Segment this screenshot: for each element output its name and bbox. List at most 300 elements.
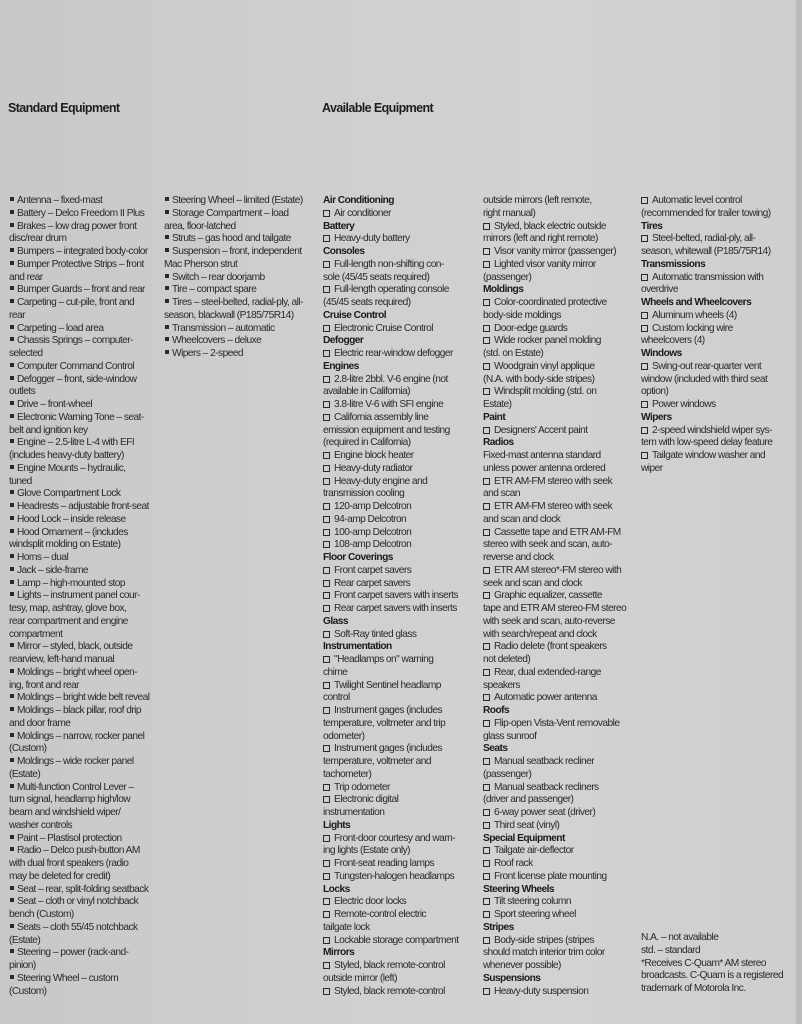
- checkbox-icon: [641, 427, 648, 434]
- bullet-icon: [10, 401, 14, 405]
- category-heading: [641, 221, 797, 234]
- category-heading: [323, 221, 480, 234]
- checkbox-icon: [323, 261, 330, 268]
- item-continuation: [9, 986, 161, 999]
- item-text: Seats: [483, 743, 508, 755]
- item-text: Seat – rear, split-folding seatback: [17, 883, 149, 895]
- item-text: Front-seat reading lamps: [334, 858, 435, 869]
- item-text: wiper: [641, 462, 663, 474]
- option-item: [483, 361, 639, 374]
- item-continuation: [483, 960, 639, 973]
- item-text: pinion): [9, 960, 36, 971]
- item-continuation: [323, 692, 480, 705]
- bullet-icon: [10, 363, 14, 367]
- item-text: season, whitewall (P185/75R14): [641, 246, 771, 257]
- item-text: tem with low-speed delay feature: [641, 437, 773, 449]
- item-text: Multi-function Control Lever –: [17, 781, 134, 793]
- checkbox-icon: [483, 427, 490, 434]
- checkbox-icon: [323, 911, 330, 918]
- option-item: [483, 986, 639, 999]
- checkbox-icon: [641, 325, 648, 332]
- item-text: instrumentation: [323, 807, 385, 818]
- bullet-icon: [10, 376, 14, 380]
- checkbox-icon: [641, 235, 648, 242]
- category-heading: [323, 335, 480, 348]
- equipment-item: [9, 756, 161, 769]
- item-continuation: [9, 272, 161, 285]
- checkbox-icon: [641, 197, 648, 204]
- category-heading: [483, 884, 639, 897]
- item-text: Stripes: [483, 921, 514, 933]
- item-text: Mirror – styled, black, outside: [17, 641, 133, 653]
- option-item: [483, 845, 639, 858]
- option-item: [323, 654, 480, 667]
- item-text: 6-way power seat (driver): [494, 807, 596, 818]
- equipment-item: [164, 272, 320, 285]
- item-continuation: [323, 297, 480, 310]
- item-text: disc/rear drum: [9, 233, 67, 245]
- item-continuation: [483, 654, 639, 667]
- equipment-item: [9, 552, 161, 565]
- bullet-icon: [165, 286, 169, 290]
- item-text: Paint – Plastisol protection: [17, 832, 122, 844]
- item-text: Moldings – bright wide belt reveal: [17, 692, 150, 704]
- item-text: Sport steering wheel: [494, 909, 576, 920]
- item-text: ing, front and rear: [9, 679, 79, 691]
- bullet-icon: [10, 325, 14, 329]
- option-item: [323, 590, 480, 603]
- item-text: Manual seatback recliners: [494, 781, 599, 793]
- equipment-item: [9, 259, 161, 272]
- item-text: Mirrors: [323, 947, 355, 959]
- item-continuation: [323, 769, 480, 782]
- option-item: [641, 233, 797, 246]
- item-text: Floor Coverings: [323, 552, 393, 563]
- equipment-item: [9, 361, 161, 374]
- bullet-icon: [165, 299, 169, 303]
- item-text: Seat – cloth or vinyl notchback: [17, 896, 139, 908]
- item-text: Bumpers – integrated body-color: [17, 246, 148, 257]
- category-heading: [323, 246, 480, 259]
- item-text: glass sunroof: [483, 730, 537, 742]
- item-text: and rear: [9, 271, 43, 283]
- item-continuation: [9, 858, 161, 871]
- bullet-icon: [10, 567, 14, 571]
- checkbox-icon: [483, 325, 490, 332]
- category-heading: [323, 552, 480, 565]
- item-text: temperature, voltmeter and: [323, 756, 432, 767]
- item-text: sole (45/45 seats required): [323, 271, 430, 283]
- option-item: [323, 208, 480, 221]
- category-heading: [323, 361, 480, 374]
- item-text: Tungsten-halogen headlamps: [334, 870, 455, 882]
- checkbox-icon: [641, 312, 648, 319]
- item-text: temperature, voltmeter and trip: [323, 717, 446, 729]
- checkbox-icon: [483, 363, 490, 370]
- item-text: Steering Wheel – limited (Estate): [172, 195, 303, 206]
- bullet-icon: [10, 516, 14, 520]
- equipment-item: [164, 323, 320, 336]
- item-continuation: [9, 310, 161, 323]
- checkbox-icon: [483, 809, 490, 816]
- option-item: [323, 284, 480, 297]
- category-heading: [483, 973, 639, 986]
- item-text: Wide rocker panel molding: [494, 335, 601, 347]
- item-text: Consoles: [323, 246, 365, 257]
- item-text: Engines: [323, 360, 359, 372]
- item-text: and scan and clock: [483, 513, 561, 525]
- bullet-icon: [10, 886, 14, 890]
- item-text: Body-side stripes (stripes: [494, 934, 595, 946]
- item-text: 108-amp Delcotron: [334, 539, 412, 551]
- item-text: Brakes – low drag power front: [17, 220, 137, 232]
- item-text: tailgate lock: [323, 921, 370, 933]
- checkbox-icon: [323, 745, 330, 752]
- option-item: [323, 960, 480, 973]
- item-text: seek and scan and clock: [483, 577, 582, 589]
- item-continuation: [9, 425, 161, 438]
- category-heading: [483, 705, 639, 718]
- checkbox-icon: [483, 720, 490, 727]
- checkbox-icon: [483, 784, 490, 791]
- item-text: outside mirrors (left remote,: [483, 195, 592, 206]
- item-continuation: [483, 374, 639, 387]
- item-text: Locks: [323, 883, 350, 895]
- item-text: Heavy-duty battery: [334, 233, 410, 245]
- item-text: 120-amp Delcotron: [334, 501, 412, 512]
- item-text: Wipers – 2-speed: [172, 348, 244, 359]
- item-continuation: [483, 552, 639, 565]
- bullet-icon: [165, 210, 169, 214]
- item-text: Horns – dual: [17, 552, 69, 563]
- item-text: unless power antenna ordered: [483, 462, 606, 474]
- option-item: [323, 705, 480, 718]
- checkbox-icon: [323, 529, 330, 536]
- checkbox-icon: [483, 503, 490, 510]
- equipment-item: [9, 488, 161, 501]
- item-continuation: [483, 233, 639, 246]
- item-continuation: [483, 208, 639, 221]
- standard-equipment-heading: Standard Equipment: [8, 101, 120, 115]
- item-text: Front carpet savers: [334, 564, 412, 576]
- option-item: [483, 641, 639, 654]
- item-continuation: [9, 233, 161, 246]
- checkbox-icon: [483, 911, 490, 918]
- item-continuation: [164, 310, 320, 323]
- item-text: Transmissions: [641, 258, 706, 270]
- item-text: Swing-out rear-quarter vent: [652, 360, 762, 372]
- item-text: Custom locking wire: [652, 322, 733, 334]
- checkbox-icon: [323, 631, 330, 638]
- equipment-item: [9, 692, 161, 705]
- item-text: rear compartment and engine: [9, 615, 128, 627]
- bullet-icon: [10, 847, 14, 851]
- page-edge: [796, 0, 802, 1024]
- item-continuation: [483, 731, 639, 744]
- category-heading: [323, 947, 480, 960]
- item-continuation: [483, 272, 639, 285]
- category-heading: [323, 195, 480, 208]
- item-text: Styled, black remote-control: [334, 960, 445, 971]
- option-item: [483, 425, 639, 438]
- checkbox-icon: [641, 274, 648, 281]
- item-text: Wheels and Wheelcovers: [641, 297, 752, 308]
- checkbox-icon: [483, 758, 490, 765]
- option-item: [323, 629, 480, 642]
- item-text: Seats – cloth 55/45 notchback: [17, 921, 138, 933]
- checkbox-icon: [323, 567, 330, 574]
- item-text: Jack – side-frame: [17, 564, 89, 576]
- bullet-icon: [10, 248, 14, 252]
- bullet-icon: [10, 949, 14, 953]
- item-text: "Headlamps on" warning: [334, 654, 434, 665]
- equipment-item: [9, 845, 161, 858]
- item-text: should match interior trim color: [483, 947, 605, 959]
- checkbox-icon: [483, 567, 490, 574]
- item-continuation: [9, 909, 161, 922]
- equipment-item: [9, 284, 161, 297]
- available-column-2: [483, 195, 639, 998]
- item-text: Electronic Cruise Control: [334, 322, 433, 334]
- item-text: Soft-Ray tinted glass: [334, 628, 417, 640]
- option-item: [641, 323, 797, 336]
- item-text: chime: [323, 666, 348, 678]
- equipment-item: [9, 437, 161, 450]
- item-text: right manual): [483, 207, 536, 219]
- item-text: Steering Wheels: [483, 883, 555, 895]
- item-text: Steel-belted, radial-ply, all-: [652, 233, 756, 245]
- item-text: available in California): [323, 386, 411, 398]
- checkbox-icon: [483, 898, 490, 905]
- item-continuation: [323, 922, 480, 935]
- checkbox-icon: [483, 847, 490, 854]
- item-text: Storage Compartment – load: [172, 207, 289, 219]
- item-text: speakers: [483, 679, 520, 691]
- equipment-item: [9, 973, 161, 986]
- item-continuation: [641, 208, 797, 221]
- item-continuation: [483, 947, 639, 960]
- item-continuation: [483, 195, 639, 208]
- equipment-item: [164, 208, 320, 221]
- item-text: transmission cooling: [323, 488, 405, 500]
- option-item: [483, 590, 639, 603]
- option-item: [641, 425, 797, 438]
- option-item: [323, 680, 480, 693]
- item-continuation: [483, 488, 639, 501]
- item-continuation: [9, 476, 161, 489]
- item-text: (std. on Estate): [483, 348, 544, 359]
- checkbox-icon: [323, 835, 330, 842]
- item-text: Full-length operating console: [334, 284, 449, 296]
- item-text: Glass: [323, 615, 349, 627]
- item-text: Engine – 2.5-litre L-4 with EFI: [17, 437, 135, 449]
- item-text: Lockable storage compartment: [334, 934, 459, 946]
- option-item: [483, 820, 639, 833]
- item-text: Air conditioner: [334, 207, 391, 219]
- item-text: odometer): [323, 730, 365, 742]
- bullet-icon: [10, 210, 14, 214]
- checkbox-icon: [483, 860, 490, 867]
- option-item: [483, 935, 639, 948]
- item-text: Styled, black electric outside: [494, 220, 607, 232]
- item-text: Carpeting – cut-pile, front and: [17, 297, 135, 308]
- checkbox-icon: [323, 707, 330, 714]
- equipment-item: [164, 335, 320, 348]
- item-text: ETR AM stereo*-FM stereo with: [494, 564, 622, 576]
- item-text: ing lights (Estate only): [323, 845, 411, 857]
- standard-column-1: [9, 195, 161, 998]
- equipment-item: [9, 884, 161, 897]
- equipment-item: [9, 221, 161, 234]
- option-item: [483, 565, 639, 578]
- item-continuation: [323, 488, 480, 501]
- checkbox-icon: [483, 388, 490, 395]
- item-continuation: [9, 603, 161, 616]
- item-text: reverse and clock: [483, 552, 554, 563]
- option-item: [483, 476, 639, 489]
- option-item: [323, 348, 480, 361]
- option-item: [323, 935, 480, 948]
- equipment-item: [9, 527, 161, 540]
- item-text: 2-speed windshield wiper sys-: [652, 424, 772, 436]
- option-item: [483, 782, 639, 795]
- item-text: and scan: [483, 488, 520, 500]
- item-continuation: [641, 284, 797, 297]
- equipment-item: [9, 374, 161, 387]
- item-text: emission equipment and testing: [323, 424, 450, 436]
- item-text: Engine Mounts – hydraulic,: [17, 462, 126, 474]
- item-continuation: [483, 578, 639, 591]
- checkbox-icon: [323, 235, 330, 242]
- item-text: Radios: [483, 437, 514, 449]
- item-continuation: [9, 960, 161, 973]
- option-item: [323, 323, 480, 336]
- equipment-item: [9, 782, 161, 795]
- item-text: Instrument gages (includes: [334, 705, 443, 716]
- item-text: Moldings – black pillar, roof drip: [17, 705, 141, 716]
- option-item: [483, 246, 639, 259]
- option-item: [641, 310, 797, 323]
- footnote-line: trademark of Motorola Inc.: [641, 983, 746, 994]
- option-item: [323, 412, 480, 425]
- item-continuation: [641, 374, 797, 387]
- bullet-icon: [165, 248, 169, 252]
- item-text: stereo with seek and scan, auto-: [483, 539, 613, 551]
- item-text: Flip-open Vista-Vent removable: [494, 717, 620, 729]
- equipment-item: [9, 922, 161, 935]
- item-continuation: [9, 718, 161, 731]
- item-continuation: [483, 450, 639, 463]
- bullet-icon: [10, 299, 14, 303]
- footnotes: [641, 932, 796, 996]
- checkbox-icon: [483, 669, 490, 676]
- option-item: [483, 807, 639, 820]
- checkbox-icon: [323, 592, 330, 599]
- item-text: Automatic transmission with: [652, 271, 764, 283]
- item-text: (passenger): [483, 271, 532, 283]
- item-text: windsplit molding on Estate): [9, 539, 121, 551]
- item-text: Special Equipment: [483, 832, 565, 844]
- item-text: Heavy-duty radiator: [334, 462, 413, 474]
- checkbox-icon: [483, 937, 490, 944]
- option-item: [323, 782, 480, 795]
- equipment-item: [9, 731, 161, 744]
- item-text: Door-edge guards: [494, 322, 568, 334]
- item-text: Windows: [641, 348, 682, 359]
- checkbox-icon: [483, 694, 490, 701]
- item-text: not deleted): [483, 654, 531, 665]
- item-continuation: [9, 616, 161, 629]
- item-text: Transmission – automatic: [172, 322, 275, 334]
- category-heading: [483, 833, 639, 846]
- item-text: Visor vanity mirror (passenger): [494, 246, 617, 257]
- bullet-icon: [10, 261, 14, 265]
- item-continuation: [641, 335, 797, 348]
- bullet-icon: [10, 758, 14, 762]
- item-text: Automatic power antenna: [494, 692, 597, 704]
- item-text: and door frame: [9, 717, 71, 729]
- item-text: (45/45 seats required): [323, 297, 411, 308]
- checkbox-icon: [323, 898, 330, 905]
- item-text: 100-amp Delcotron: [334, 526, 412, 538]
- checkbox-icon: [323, 962, 330, 969]
- item-text: tuned: [9, 475, 32, 487]
- item-text: Tire – compact spare: [172, 284, 257, 296]
- option-item: [323, 896, 480, 909]
- item-continuation: [9, 654, 161, 667]
- item-text: Radio – Delco push-button AM: [17, 845, 140, 857]
- checkbox-icon: [323, 682, 330, 689]
- item-text: 2.8-litre 2bbl. V-6 engine (not: [334, 373, 448, 385]
- item-text: Electric door locks: [334, 896, 407, 908]
- item-text: washer controls: [9, 819, 73, 831]
- item-text: (N.A. with body-side stripes): [483, 373, 595, 385]
- item-text: Graphic equalizer, cassette: [494, 590, 603, 602]
- option-item: [483, 386, 639, 399]
- item-text: (recommended for trailer towing): [641, 207, 771, 219]
- bullet-icon: [165, 197, 169, 201]
- option-item: [323, 514, 480, 527]
- item-text: Carpeting – load area: [17, 322, 104, 334]
- checkbox-icon: [323, 286, 330, 293]
- checkbox-icon: [641, 452, 648, 459]
- option-item: [483, 501, 639, 514]
- available-equipment-heading: Available Equipment: [322, 101, 434, 115]
- checkbox-icon: [323, 796, 330, 803]
- item-continuation: [164, 221, 320, 234]
- item-text: Instrumentation: [323, 641, 392, 653]
- category-heading: [483, 743, 639, 756]
- item-continuation: [483, 539, 639, 552]
- equipment-item: [9, 578, 161, 591]
- item-text: control: [323, 692, 350, 704]
- item-text: Lamp – high-mounted stop: [17, 577, 125, 589]
- item-text: Radio delete (front speakers: [494, 641, 607, 653]
- item-continuation: [483, 348, 639, 361]
- item-continuation: [164, 259, 320, 272]
- checkbox-icon: [483, 337, 490, 344]
- item-text: Remote-control electric: [334, 909, 427, 920]
- item-text: Computer Command Control: [17, 360, 135, 372]
- item-text: Cruise Control: [323, 309, 387, 321]
- item-continuation: [641, 386, 797, 399]
- category-heading: [483, 437, 639, 450]
- item-continuation: [483, 616, 639, 629]
- checkbox-icon: [323, 580, 330, 587]
- item-continuation: [9, 935, 161, 948]
- item-continuation: [323, 731, 480, 744]
- option-item: [483, 335, 639, 348]
